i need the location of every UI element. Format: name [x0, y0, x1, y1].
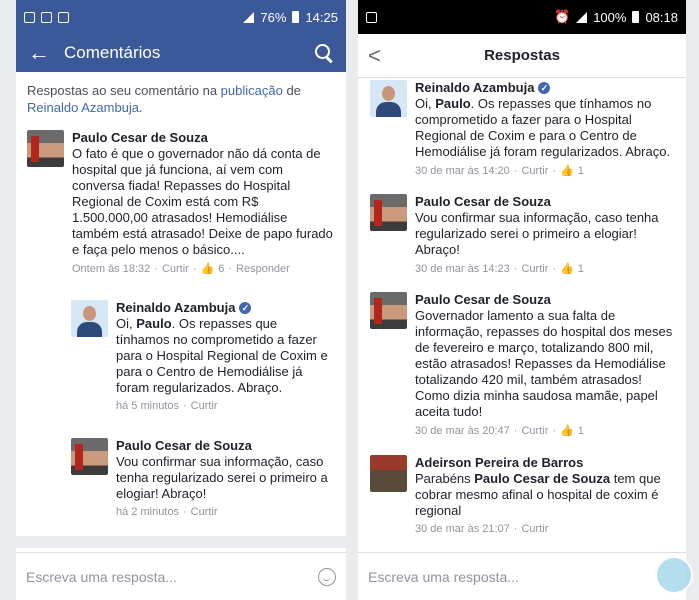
divider — [16, 536, 346, 548]
commenter-name[interactable]: Paulo Cesar de Souza — [116, 438, 252, 453]
comment-meta: 30 de mar às 20:47 · Curtir · 👍 1 — [415, 424, 584, 437]
timestamp: 30 de mar às 14:23 — [415, 262, 510, 275]
back-arrow-icon[interactable]: ← — [28, 40, 50, 65]
back-chevron-icon[interactable]: < — [368, 42, 381, 68]
post-link[interactable]: publicação — [220, 83, 283, 98]
thumbs-up-icon: 👍 — [560, 165, 574, 177]
comment-text: Parabéns Paulo Cesar de Souza tem que cobrar mesmo afinal o hospital de coxim é regional — [415, 471, 661, 518]
notification-icons — [366, 12, 377, 23]
like-button[interactable]: Curtir — [161, 262, 189, 275]
reply-composer — [16, 552, 346, 600]
clock: 14:25 — [305, 9, 338, 25]
avatar[interactable] — [370, 80, 407, 117]
avatar[interactable] — [71, 300, 108, 337]
reply-button[interactable]: Responder — [236, 262, 290, 275]
comment-meta: 30 de mar às 21:07 · Curtir — [415, 523, 549, 535]
battery-level: 76% — [260, 9, 287, 25]
comment-text: Oi, Paulo. Os repasses que tínhamos no comprometido a fazer para o Hospital Regional de Coxim e para o Centro de Hemodiálise já foram regularizados. Abraço. — [415, 96, 671, 159]
timestamp: Ontem às 18:32 — [72, 262, 151, 275]
comment-meta: Ontem às 18:32 · Curtir · 👍 6 · Responder — [72, 262, 290, 275]
avatar[interactable] — [71, 438, 108, 475]
battery-level: 100% — [593, 9, 627, 25]
like-count: 1 — [577, 262, 584, 275]
signal-icon — [576, 12, 587, 23]
like-button[interactable]: Curtir — [521, 424, 549, 437]
comment-text: O fato é que o governador não dá conta de hospital que já funciona, aí vem com conversa fiada! Repasses do Hospital Regional de Coxim está com R$ 1.500.000,00 atrasados! Hemodiálise também está atrasado! Deixe de papo furado e faça pelo menos o básico.... — [72, 146, 333, 257]
comment — [370, 292, 680, 437]
commenter-name[interactable]: Adeirson Pereira de Barros — [415, 455, 584, 470]
clock: 08:18 — [645, 9, 678, 25]
reply-context — [16, 72, 346, 130]
thumbs-up-icon: 👍 — [200, 263, 215, 275]
watermark-logo — [655, 556, 693, 594]
comment-reply — [71, 300, 341, 412]
thumbs-up-icon: 👍 — [560, 263, 574, 275]
commenter-name[interactable]: Paulo Cesar de Souza — [415, 194, 551, 209]
like-button[interactable]: Curtir — [521, 262, 549, 275]
reply-input[interactable]: Escreva uma resposta... — [26, 568, 177, 585]
battery-icon — [292, 11, 299, 23]
signal-icon — [243, 12, 254, 23]
comment — [370, 194, 680, 275]
comment-meta: há 5 minutos · Curtir — [116, 400, 218, 412]
page-title: Comentários — [64, 43, 161, 62]
comment — [370, 455, 680, 535]
avatar[interactable] — [370, 455, 407, 492]
comment-text: Governador lamento a sua falta de informação, repasses do hospital dos meses de fevereiro e março, totalizando 800 mil, estão atrasados! Repasses da Hemodiálise totalizando 420 mil, também atrasados! Como dizia minha saudosa mamãe, papel aceita tudo! — [415, 308, 673, 419]
like-button[interactable]: Curtir — [190, 400, 218, 412]
right-screenshot — [358, 0, 686, 600]
comment — [370, 80, 680, 177]
comment — [27, 130, 337, 275]
timestamp: 30 de mar às 21:07 — [415, 523, 510, 535]
alarm-icon: ⏰ — [554, 9, 571, 24]
timestamp: há 2 minutos — [116, 506, 179, 518]
status-bar — [358, 0, 686, 34]
page-title: Respostas — [484, 47, 560, 64]
battery-icon — [632, 11, 639, 23]
app-header — [358, 34, 686, 78]
mention[interactable]: Paulo — [136, 316, 172, 331]
context-text: de — [282, 83, 301, 98]
commenter-name[interactable]: Paulo Cesar de Souza — [415, 292, 551, 307]
search-icon[interactable] — [314, 43, 334, 63]
comment-text: Vou confirmar sua informação, caso tenha regularizado serei o primeiro a elogiar! Abraço! — [116, 454, 328, 501]
avatar[interactable] — [27, 130, 64, 167]
context-text: Respostas ao seu comentário na — [27, 83, 221, 98]
comment-meta: 30 de mar às 14:23 · Curtir · 👍 1 — [415, 262, 584, 275]
thumbs-up-icon: 👍 — [560, 425, 574, 437]
commenter-name[interactable]: Reinaldo Azambuja ✓ — [116, 300, 331, 316]
context-text: . — [139, 100, 143, 115]
like-count: 6 — [218, 262, 225, 275]
timestamp: há 5 minutos — [116, 400, 179, 412]
reply-composer — [358, 552, 686, 600]
like-button[interactable]: Curtir — [521, 164, 549, 177]
commenter-name[interactable]: Paulo Cesar de Souza — [72, 130, 208, 145]
reply-input[interactable]: Escreva uma resposta... — [368, 568, 519, 585]
like-count: 1 — [577, 424, 584, 437]
left-screenshot — [16, 0, 346, 600]
avatar[interactable] — [370, 292, 407, 329]
verified-badge-icon: ✓ — [239, 302, 251, 314]
timestamp: 30 de mar às 14:20 — [415, 164, 510, 177]
comment-meta: há 2 minutos · Curtir — [116, 506, 218, 518]
comment-reply — [71, 438, 341, 518]
commenter-name[interactable]: Reinaldo Azambuja ✓ — [415, 80, 675, 96]
avatar[interactable] — [370, 194, 407, 231]
like-button[interactable]: Curtir — [521, 523, 549, 535]
comment-meta: 30 de mar às 14:20 · Curtir · 👍 1 — [415, 164, 584, 177]
status-bar — [16, 0, 346, 34]
verified-badge-icon: ✓ — [538, 82, 550, 94]
like-button[interactable]: Curtir — [190, 506, 218, 518]
mention[interactable]: Paulo Cesar de Souza — [474, 471, 611, 486]
notification-icons — [24, 12, 69, 23]
timestamp: 30 de mar às 20:47 — [415, 424, 510, 437]
like-count: 1 — [577, 164, 584, 177]
comment-text: Oi, Paulo. Os repasses que tínhamos no comprometido a fazer para o Hospital Regional de Coxim e para o Centro de Hemodiálise já foram regularizados. Abraço. — [116, 316, 328, 395]
author-link[interactable]: Reinaldo Azambuja — [27, 100, 140, 115]
mention[interactable]: Paulo — [435, 96, 471, 111]
comment-text: Vou confirmar sua informação, caso tenha regularizado serei o primeiro a elogiar! Abraço! — [415, 210, 659, 257]
emoji-icon[interactable] — [318, 568, 336, 586]
app-header — [16, 34, 346, 72]
